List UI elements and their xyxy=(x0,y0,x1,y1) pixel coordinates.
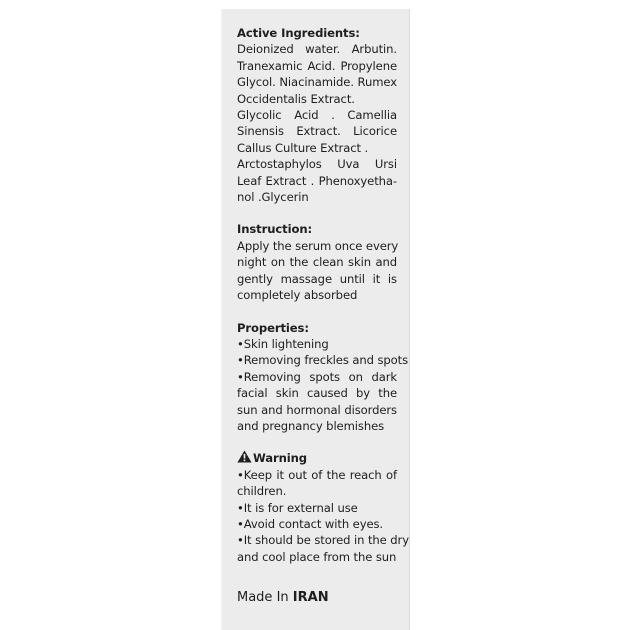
warning-item: •It should be stored in the dry xyxy=(237,533,409,548)
instruction-line: gently massage until it is xyxy=(237,271,397,286)
origin-line xyxy=(237,590,329,605)
instruction-line: completely absorbed xyxy=(237,288,358,303)
warning-heading-row xyxy=(237,450,397,466)
ingredients-line: Callus Culture Extract . xyxy=(237,140,369,155)
warning-heading: Warning xyxy=(253,451,307,466)
label-text-block xyxy=(237,25,409,565)
properties-item: •Skin lightening xyxy=(237,336,329,351)
ingredients-line: Arctostaphylos Uva Ursi xyxy=(237,157,397,172)
instruction-heading: Instruction: xyxy=(237,222,313,237)
ingredients-line: Sinensis Extract. Licorice xyxy=(237,124,397,139)
warning-triangle-icon xyxy=(237,450,252,463)
ingredients-line: Tranexamic Acid. Propylene xyxy=(237,58,397,73)
ingredients-line: Occidentalis Extract. xyxy=(237,91,355,106)
properties-item: and pregnancy blemishes xyxy=(237,418,385,433)
properties-heading: Properties: xyxy=(237,320,309,335)
active-ingredients-heading: Active Ingredients: xyxy=(237,26,360,40)
warning-item: and cool place from the sun xyxy=(237,549,397,564)
properties-item: •Removing freckles and spots xyxy=(237,353,409,368)
origin-country: IRAN xyxy=(292,590,329,605)
product-label-panel xyxy=(221,9,410,630)
warning-item: children. xyxy=(237,484,287,499)
warning-item: •Keep it out of the reach of xyxy=(237,467,397,482)
ingredients-line: Leaf Extract . Phenoxyetha- xyxy=(237,173,397,188)
properties-item: •Removing spots on dark xyxy=(237,369,397,384)
instruction-line: Apply the serum once every xyxy=(237,238,399,253)
ingredients-line: Deionized water. Arbutin. xyxy=(237,42,397,57)
ingredients-line: nol .Glycerin xyxy=(237,190,309,205)
properties-item: facial skin caused by the xyxy=(237,386,397,401)
origin-prefix: Made In xyxy=(237,590,289,605)
ingredients-line: Glycolic Acid . Camellia xyxy=(237,108,397,123)
properties-item: sun and hormonal disorders xyxy=(237,402,397,417)
ingredients-line: Glycol. Niacinamide. Rumex xyxy=(237,75,397,90)
warning-item: •Avoid contact with eyes. xyxy=(237,516,384,531)
warning-item: •It is for external use xyxy=(237,500,358,515)
instruction-line: night on the clean skin and xyxy=(237,255,397,270)
